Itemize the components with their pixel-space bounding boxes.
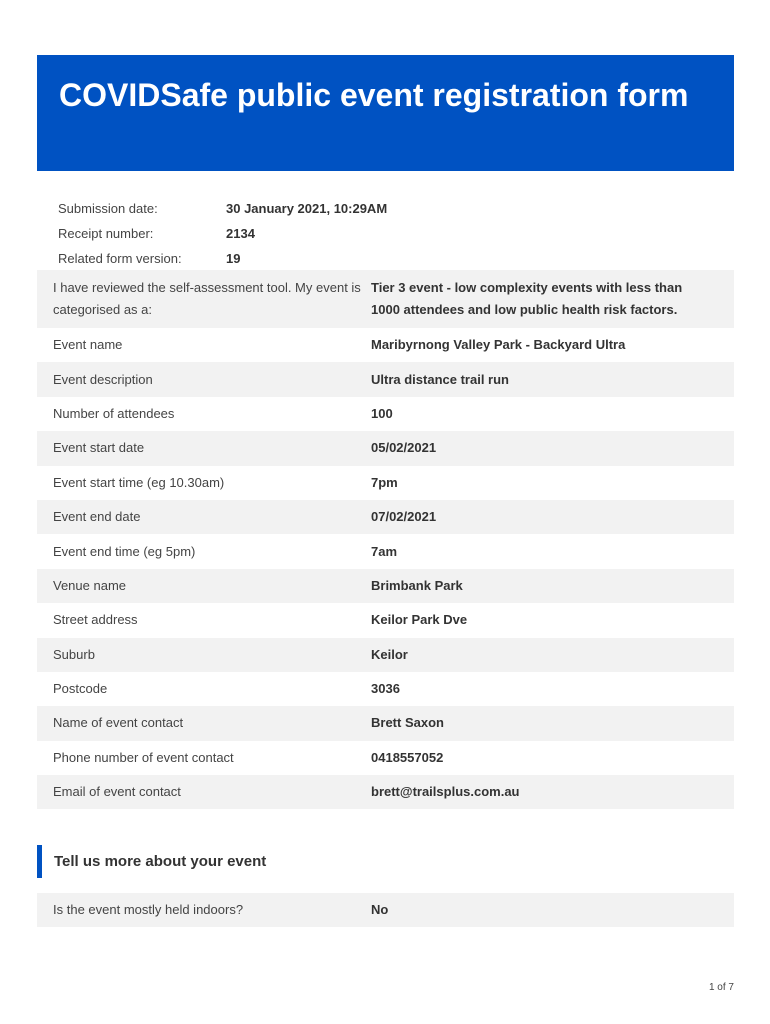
field-value: 7pm — [371, 474, 398, 490]
field-row-suburb — [37, 638, 734, 672]
field-label: Event end time (eg 5pm) — [53, 543, 196, 559]
field-row-contact-email — [37, 775, 734, 809]
field-row-event-name — [37, 328, 734, 362]
field-label: I have reviewed the self-assessment tool. My event is categorised as a: — [53, 280, 361, 317]
section-accent-bar — [37, 845, 42, 878]
field-value: Ultra distance trail run — [371, 371, 509, 387]
meta-label: Related form version: — [58, 251, 182, 266]
field-value: brett@trailsplus.com.au — [371, 784, 520, 800]
field-row-attendees — [37, 397, 734, 431]
section-title: Tell us more about your event — [54, 853, 267, 870]
field-label: Is the event mostly held indoors? — [53, 902, 244, 918]
form-fields — [37, 270, 734, 809]
field-row-indoors — [37, 893, 734, 927]
field-row-end-date — [37, 500, 734, 534]
field-value: Maribyrnong Valley Park - Backyard Ultra — [371, 337, 626, 353]
section-heading — [37, 845, 734, 878]
meta-row-receipt-number — [58, 221, 718, 246]
field-row-end-time — [37, 534, 734, 568]
meta-row-form-version — [58, 246, 718, 271]
field-value: 07/02/2021 — [371, 509, 437, 525]
meta-label: Submission date: — [58, 201, 158, 216]
page-number: 1 of 7 — [708, 982, 734, 993]
field-value: 0418557052 — [371, 749, 444, 765]
field-label: Event start time (eg 10.30am) — [53, 474, 225, 490]
field-label: Postcode — [53, 681, 108, 697]
field-row-event-description — [37, 362, 734, 396]
field-value: Brett Saxon — [371, 715, 444, 731]
field-row-event-tier — [37, 270, 734, 328]
form-title: COVIDSafe public event registration form — [59, 77, 689, 113]
field-row-postcode — [37, 672, 734, 706]
field-label: Suburb — [53, 646, 95, 662]
field-row-start-date — [37, 431, 734, 465]
field-label: Name of event contact — [53, 715, 184, 731]
field-label: Street address — [53, 612, 138, 628]
meta-label: Receipt number: — [58, 226, 154, 241]
field-row-start-time — [37, 466, 734, 500]
field-label: Event end date — [53, 509, 141, 525]
field-label: Event start date — [53, 440, 145, 456]
field-label: Phone number of event contact — [53, 749, 234, 765]
field-value: Keilor — [371, 646, 408, 662]
field-value: Brimbank Park — [371, 577, 463, 593]
field-label: Venue name — [53, 577, 127, 593]
field-label: Email of event contact — [53, 784, 181, 800]
meta-value: 2134 — [226, 226, 255, 241]
meta-value: 19 — [226, 251, 241, 266]
meta-row-submission-date — [58, 196, 718, 221]
form-header — [37, 55, 734, 171]
field-value: 100 — [371, 405, 393, 421]
field-value: No — [371, 902, 389, 918]
field-label: Event name — [53, 337, 123, 353]
field-row-contact-phone — [37, 741, 734, 775]
field-value: 7am — [371, 543, 398, 559]
field-value: Tier 3 event - low complexity events with less than 1000 attendees and low public health risk factors. — [371, 280, 683, 317]
field-label: Number of attendees — [53, 405, 175, 421]
submission-meta — [58, 196, 718, 271]
field-value: 3036 — [371, 681, 400, 697]
field-row-venue-name — [37, 569, 734, 603]
meta-value: 30 January 2021, 10:29AM — [226, 201, 388, 216]
field-row-street-address — [37, 603, 734, 637]
field-row-contact-name — [37, 706, 734, 740]
field-value: Keilor Park Dve — [371, 612, 468, 628]
field-value: 05/02/2021 — [371, 440, 437, 456]
field-label: Event description — [53, 371, 153, 387]
